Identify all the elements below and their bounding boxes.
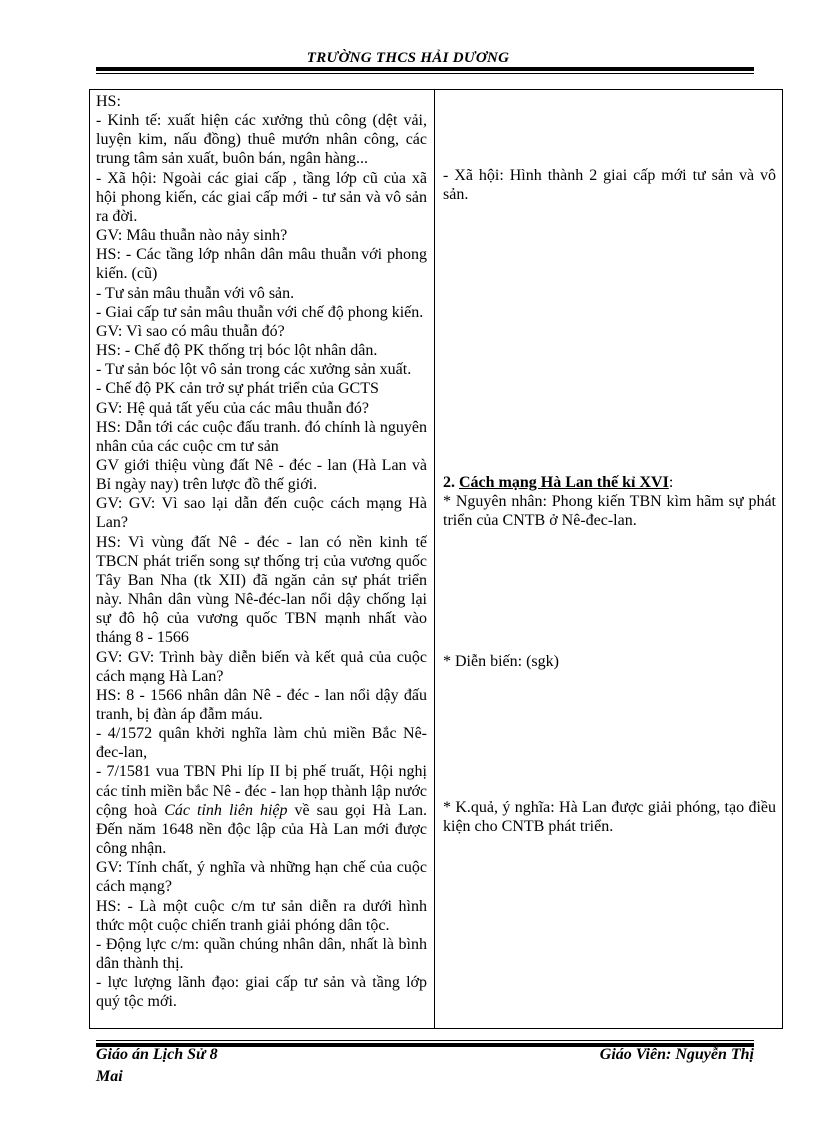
left-line: GV: GV: Vì sao lại dẫn đến cuộc cách mạng Hà Lan? bbox=[96, 495, 427, 532]
left-line: - Tư sản mâu thuẫn với vô sản. bbox=[96, 284, 295, 302]
result-note: * K.quả, ý nghĩa: Hà Lan được giải phóng, tạo điều kiện cho CNTB phát triển. bbox=[443, 799, 776, 836]
section-number: 2. bbox=[443, 474, 459, 491]
events-note: * Diễn biến: (sgk) bbox=[443, 653, 559, 670]
section-title: Cách mạng Hà Lan thế kỉ XVI bbox=[459, 474, 669, 491]
footer-teacher-surname: Mai bbox=[96, 1068, 123, 1085]
left-line: GV: GV: Trình bày diễn biến và kết quả của cuộc cách mạng Hà Lan? bbox=[96, 648, 427, 685]
left-line: HS: bbox=[96, 93, 121, 110]
left-line-mixed bbox=[96, 762, 427, 858]
table-column-divider bbox=[434, 89, 435, 1029]
left-line: GV giới thiệu vùng đất Nê - đéc - lan (Hà Lan và Bỉ ngày nay) trên lược đồ thế giới. bbox=[96, 456, 427, 494]
cause-note: * Nguyên nhân: Phong kiến TBN kìm hãm sự phát triển của CNTB ở Nê-đec-lan. bbox=[443, 493, 776, 530]
left-line: HS: - Là một cuộc c/m tư sản diễn ra dưới hình thức một cuộc chiến tranh giải phóng dân tộc. bbox=[96, 897, 427, 934]
left-line: - Giai cấp tư sản mâu thuẫn với chế độ phong kiến. bbox=[96, 303, 424, 321]
left-line: GV: Vì sao có mâu thuẫn đó? bbox=[96, 322, 285, 340]
header-rule-thick bbox=[96, 67, 754, 71]
left-line: - 4/1572 quân khởi nghĩa làm chủ miền Bắc Nê-đec-lan, bbox=[96, 725, 427, 762]
social-note: - Xã hội: Hình thành 2 giai cấp mới tư sản và vô sản. bbox=[443, 167, 776, 204]
left-line-text: về sau gọi Hà Lan. Đến năm 1648 nền độc lập của Hà Lan mới được công nhận. bbox=[96, 801, 427, 858]
left-line: HS: Vì vùng đất Nê - đéc - lan có nền kinh tế TBCN phát triển song sự thống trị của vương quốc Tây Ban Nha (tk XII) đã ngăn cản sự phát triển này. Nhân dân vùng Nê-đéc-lan nổi dậy chống lại sự đô hộ của vương quốc TBN mạnh nhất vào tháng 8 - 1566 bbox=[96, 533, 427, 647]
left-line: HS: Dẫn tới các cuộc đấu tranh. đó chính là nguyên nhân của các cuộc cm tư sản bbox=[96, 418, 427, 455]
section-heading bbox=[443, 473, 776, 492]
left-line: HS: - Các tầng lớp nhân dân mâu thuẫn với phong kiến. (cũ) bbox=[96, 246, 427, 283]
left-line: - lực lượng lãnh đạo: giai cấp tư sản và tầng lớp quý tộc mới. bbox=[96, 974, 427, 1011]
left-line: - Xã hội: Ngoài các giai cấp , tầng lớp cũ của xã hội phong kiến, các giai cấp mới - tư sản và vô sản ra đời. bbox=[96, 169, 427, 225]
left-line: GV: Mâu thuẫn nào nảy sinh? bbox=[96, 227, 288, 245]
italic-term: Các tỉnh liên hiệp bbox=[164, 801, 288, 819]
section-colon: : bbox=[668, 474, 674, 491]
footer-teacher: Giáo Viên: Nguyễn Thị bbox=[599, 1046, 754, 1063]
header-rule-thin bbox=[96, 73, 754, 74]
left-line: HS: 8 - 1566 nhân dân Nê - đéc - lan nổi dậy đấu tranh, bị đàn áp đẫm máu. bbox=[96, 686, 427, 723]
left-line-text: - 7/1581 vua TBN Phi líp II bị phế truất, Hội nghị các tỉnh miền bắc Nê - đéc - lan họp thành lập nước cộng hoà bbox=[96, 763, 427, 819]
left-line: HS: - Chế độ PK thống trị bóc lột nhân dân. bbox=[96, 342, 378, 360]
left-line: - Tư sản bóc lột vô sản trong các xưởng sản xuất. bbox=[96, 361, 412, 379]
footer-left bbox=[96, 1044, 218, 1088]
left-line: - Chế độ PK cản trở sự phát triển của GCTS bbox=[96, 380, 379, 398]
teacher-student-activity-column bbox=[96, 92, 427, 1028]
content-notes-column bbox=[443, 92, 776, 1028]
left-line: GV: Tính chất, ý nghĩa và những hạn chế của cuộc cách mạng? bbox=[96, 859, 427, 896]
page-header-title: TRƯỜNG THCS HẢI DƯƠNG bbox=[306, 50, 510, 66]
footer-rule-thin bbox=[96, 1040, 754, 1041]
left-line: - Kinh tế: xuất hiện các xưởng thủ công (dệt vải, luyện kim, nấu đồng) thuê mướn nhân công, các trung tâm sản xuất, buôn bán, ngân hàng... bbox=[96, 112, 427, 168]
left-line: GV: Hệ quả tất yếu của các mâu thuẫn đó? bbox=[96, 399, 369, 417]
left-line: - Động lực c/m: quần chúng nhân dân, nhất là bình dân thành thị. bbox=[96, 935, 427, 973]
footer-course: Giáo án Lịch Sử 8 bbox=[96, 1046, 218, 1063]
